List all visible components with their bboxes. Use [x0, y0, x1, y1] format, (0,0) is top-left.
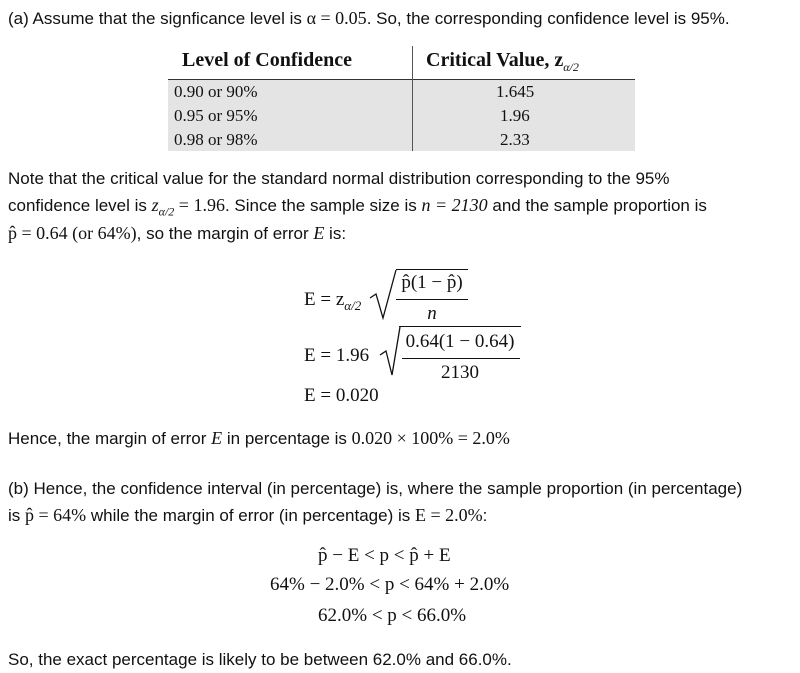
part-b-text: while the margin of error (in percentage) is — [86, 506, 415, 525]
table-row — [168, 104, 635, 128]
margin-symbol: E — [313, 223, 325, 243]
part-a-text: (a) Assume that the signficance level is — [8, 9, 307, 28]
conclusion: So, the exact percentage is likely to be between 62.0% and 66.0%. — [8, 650, 512, 669]
margin-symbol: E — [211, 428, 223, 448]
note-text: is: — [324, 224, 347, 243]
note-text: , so the margin of error — [136, 224, 314, 243]
column-header-confidence: Level of Confidence — [182, 49, 352, 71]
confidence-level-cell: 0.98 or 98% — [174, 130, 258, 149]
table-row — [168, 128, 635, 152]
note-line-2 — [8, 193, 707, 223]
interval-substitution: 64% − 2.0% < p < 64% + 2.0% — [270, 574, 510, 595]
column-header-critical-value — [426, 49, 579, 75]
fraction-bar-2 — [402, 358, 520, 359]
note-line-3 — [8, 221, 346, 246]
sqrt-bar-2 — [399, 326, 521, 327]
formula-margin-numeric: E = 1.96 — [304, 345, 370, 366]
table-header — [168, 43, 635, 80]
margin-percent: E = 2.0% — [414, 505, 483, 525]
formula-lhs: E = z — [304, 289, 345, 310]
part-b-text: : — [482, 506, 488, 525]
part-b-line-1: (b) Hence, the confidence interval (in percentage) is, where the sample proportion (in percentage) — [8, 479, 743, 498]
critical-value-label: Critical Value, z — [426, 49, 564, 71]
part-b-line-2 — [8, 503, 487, 528]
critical-value-cell: 1.96 — [500, 106, 530, 125]
note-text: and the sample proportion is — [487, 196, 707, 215]
z-symbol: z — [151, 195, 159, 215]
formula-numerator: p̂(1 − p̂) — [401, 272, 463, 293]
note-line-1: Note that the critical value for the standard normal distribution corresponding to the 95% — [8, 169, 670, 188]
sqrt-bar — [396, 269, 468, 270]
table-row — [168, 80, 635, 104]
alpha-expression: α = 0.05 — [306, 8, 367, 28]
part-a-text-end: . So, the corresponding confidence level is 95%. — [366, 9, 730, 28]
formula-margin-general — [304, 289, 361, 314]
column-divider — [412, 46, 413, 151]
fraction-bar — [396, 299, 468, 300]
formula-subscript: α/2 — [344, 297, 362, 313]
note-text: confidence level is — [8, 196, 152, 215]
sample-proportion: p̂ = 0.64 (or 64%) — [8, 223, 137, 243]
hence-text: in percentage is — [222, 429, 352, 448]
critical-value-subscript: α/2 — [563, 60, 579, 74]
table-body — [168, 80, 635, 151]
note-text: . Since the sample size is — [224, 196, 422, 215]
critical-value-cell: 2.33 — [500, 130, 530, 149]
critical-value-table — [168, 43, 635, 151]
interval-formula: p̂ − E < p < p̂ + E — [318, 545, 451, 566]
margin-percentage-line — [8, 426, 510, 451]
formula-numerator-2: 0.64(1 − 0.64) — [405, 331, 515, 352]
interval-result: 62.0% < p < 66.0% — [318, 605, 467, 626]
margin-percentage-expression: 0.020 × 100% = 2.0% — [351, 428, 510, 448]
z-subscript: α/2 — [158, 204, 175, 219]
formula-denominator-2: 2130 — [441, 362, 479, 383]
formula-margin-result: E = 0.020 — [304, 385, 379, 406]
part-a-statement — [8, 6, 730, 31]
critical-value-cell: 1.645 — [496, 82, 535, 101]
z-value: = 1.96 — [174, 195, 225, 215]
confidence-level-cell: 0.95 or 95% — [174, 106, 258, 125]
sample-size: n = 2130 — [421, 195, 488, 215]
sqrt-symbol — [368, 268, 398, 322]
hence-text: Hence, the margin of error — [8, 429, 212, 448]
part-b-text: is — [8, 506, 25, 525]
confidence-level-cell: 0.90 or 90% — [174, 82, 258, 101]
sample-proportion-percent: p̂ = 64% — [25, 505, 87, 525]
formula-denominator: n — [427, 303, 437, 324]
